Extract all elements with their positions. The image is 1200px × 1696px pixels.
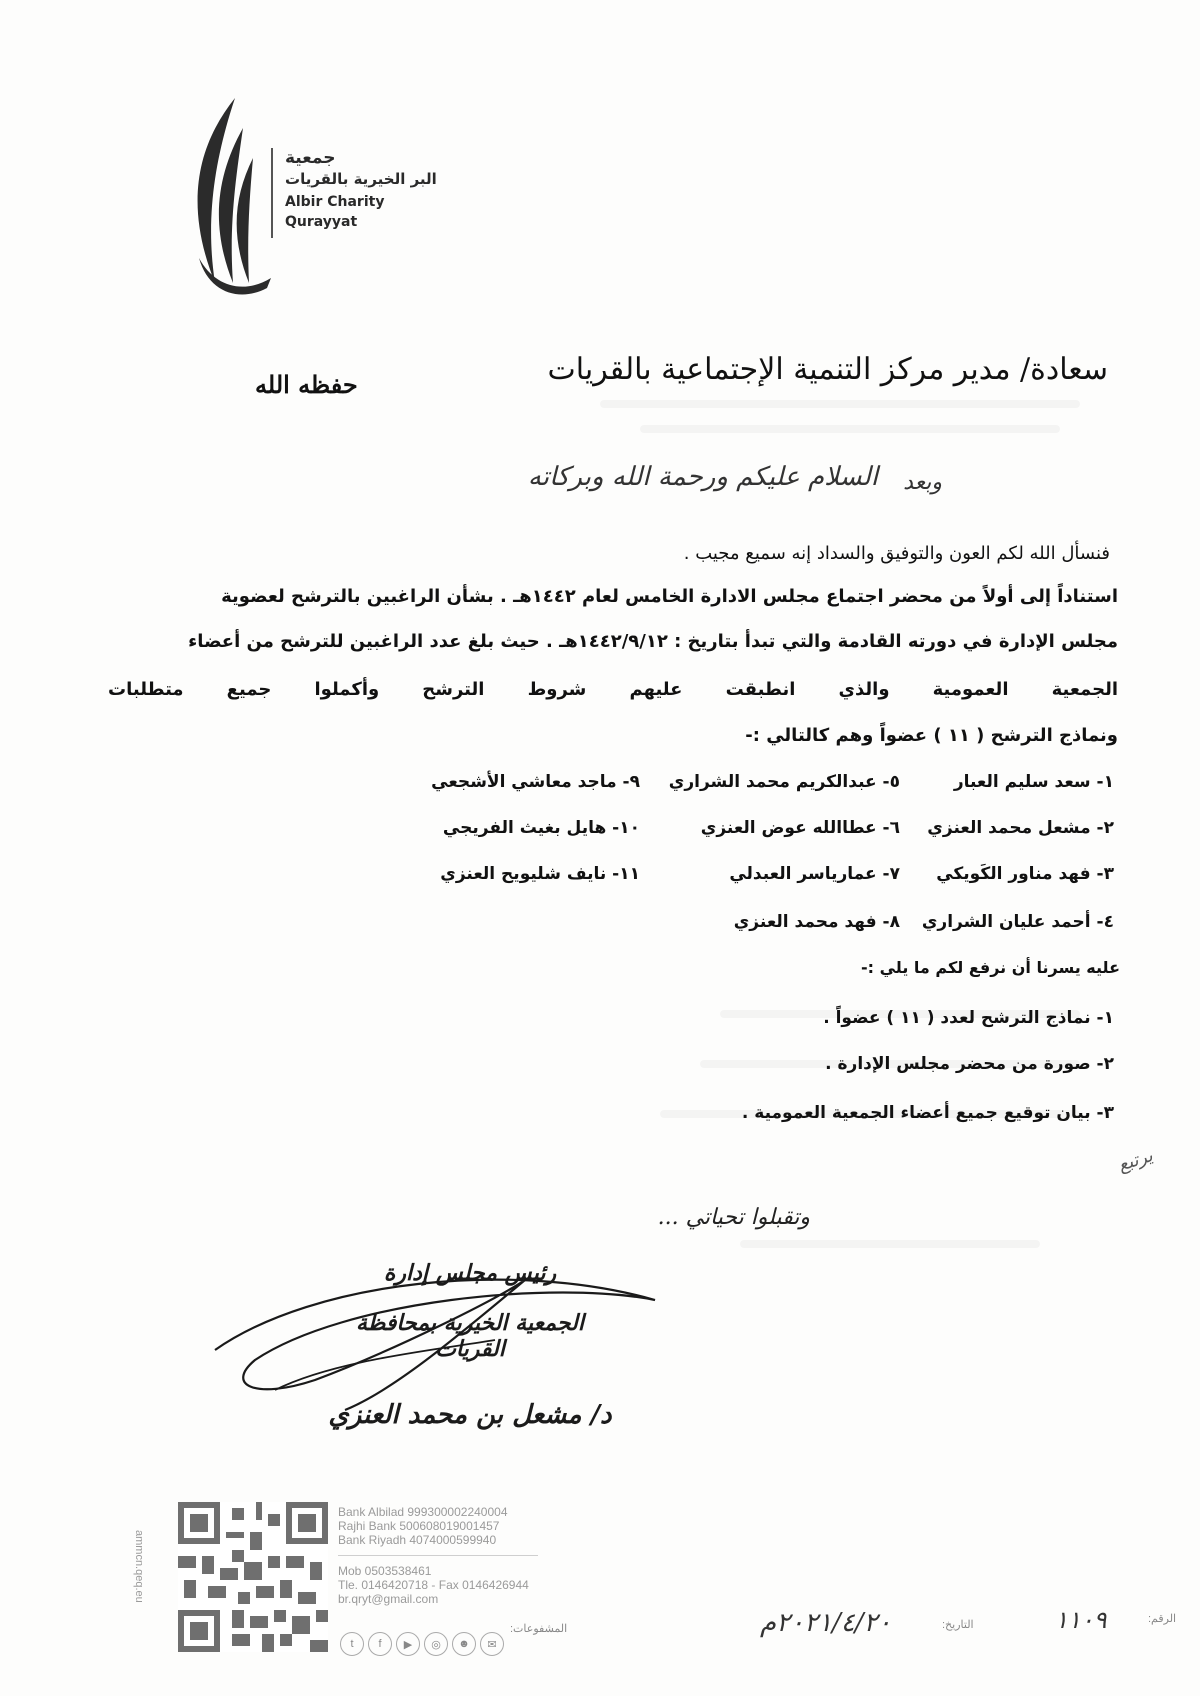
logo-name-ar-1: جمعية: [285, 148, 336, 168]
twitter-icon: t: [340, 1632, 364, 1656]
member-item: ٦- عطاالله عوض العنزي: [700, 818, 900, 838]
member-item: ١٠- هايل بغيث الفريجي: [442, 818, 640, 838]
social-icons: [340, 1632, 504, 1656]
charity-logo-text: [285, 148, 437, 232]
letter-addressee: سعادة/ مدير مركز التنمية الإجتماعية بالقريات: [547, 352, 1108, 387]
member-item: ٨- فهد محمد العنزي: [733, 912, 900, 932]
signature-title-1: رئيس مجلس إدارة: [383, 1260, 557, 1286]
paragraph-line: الجمعية العمومية والذي انطبقت عليهم شروط الترشح وأكملوا جميع متطلبات: [108, 679, 1118, 700]
instagram-icon: ◎: [424, 1632, 448, 1656]
bleed-through-line: [600, 400, 1080, 408]
paragraph-line: مجلس الإدارة في دورته القادمة والتي تبدأ بتاريخ : ١٤٤٢/٩/١٢هـ . حيث بلغ عدد الراغبين للترشح من أعضاء: [188, 631, 1118, 652]
contact-mobile: Mob 0503538461: [338, 1564, 432, 1578]
signature-name: د/ مشعل بن محمد العنزي: [328, 1400, 612, 1430]
handwritten-signature-icon: [195, 1240, 665, 1420]
youtube-icon: ▶: [396, 1632, 420, 1656]
logo-name-en-2: Qurayyat: [285, 214, 358, 230]
letter-closing: وتقبلوا تحياتي ...: [657, 1205, 810, 1230]
paragraph-line: استناداً إلى أولاً من محضر اجتماع مجلس الادارة الخامس لعام ١٤٤٢هـ . بشأن الراغبين بالترشح لعضوية: [221, 586, 1118, 607]
side-code: ammcn.qeq.eu: [133, 1530, 145, 1603]
logo-name-ar-2: البر الخيرية بالقريات: [285, 170, 437, 188]
email-icon: ✉: [480, 1632, 504, 1656]
member-item: ٧- عمارياسر العبدلي: [729, 864, 900, 884]
number-value: ١١٠٩: [1055, 1606, 1107, 1634]
bank-rajhi: Rajhi Bank 500608019001457: [338, 1519, 500, 1533]
letter-greeting-end: وبعد: [903, 470, 942, 495]
paragraph-line: ونماذج الترشح ( ١١ ) عضواً وهم كالتالي :-: [745, 725, 1118, 746]
qr-code-icon: [178, 1502, 328, 1652]
snapchat-icon: ☻: [452, 1632, 476, 1656]
member-item: ٩- ماجد معاشي الأشجعي: [431, 772, 640, 792]
attachments-label: المشفوعات:: [510, 1623, 568, 1635]
member-item: ٥- عبدالكريم محمد الشراري: [668, 772, 900, 792]
date-value: ٢٠٢١/٤/٢٠م: [760, 1608, 892, 1638]
paragraph-line: فنسأل الله لكم العون والتوفيق والسداد إنه سميع مجيب .: [683, 543, 1110, 564]
signature-title-2: الجمعية الخيرية بمحافظة القريات: [356, 1310, 584, 1362]
member-item: ٣- فهد مناور الكَويكي: [936, 864, 1114, 884]
member-item: ٤- أحمد عليان الشراري: [921, 912, 1114, 932]
attachments-intro: عليه يسرنا أن نرفع لكم ما يلي :-: [861, 958, 1120, 977]
bleed-through-line: [640, 425, 1060, 433]
number-label: الرقم:: [1148, 1613, 1177, 1625]
member-item: ٢- مشعل محمد العنزي: [927, 818, 1114, 838]
margin-note: يرتبع: [1115, 1145, 1156, 1176]
attachment-item: ٣- بيان توقيع جميع أعضاء الجمعية العمومية .: [741, 1103, 1114, 1123]
bank-albilad: Bank Albilad 999300002240004: [338, 1505, 508, 1519]
member-item: ١- سعد سليم العبار: [953, 772, 1114, 792]
contact-divider: [338, 1555, 538, 1556]
facebook-icon: f: [368, 1632, 392, 1656]
bleed-through-line: [740, 1240, 1040, 1248]
letter-greeting: السلام عليكم ورحمة الله وبركاته: [527, 462, 878, 492]
contact-email: br.qryt@gmail.com: [338, 1592, 439, 1606]
logo-name-en-1: Albir Charity: [285, 194, 385, 210]
contact-info: [338, 1505, 538, 1606]
date-label: التاريخ:: [942, 1619, 974, 1631]
attachment-item: ١- نماذج الترشح لعدد ( ١١ ) عضواً .: [823, 1008, 1114, 1028]
attachment-item: ٢- صورة من محضر مجلس الإدارة .: [825, 1054, 1114, 1074]
member-item: ١١- نايف شليويح العنزي: [440, 864, 640, 884]
contact-phone-fax: Tle. 0146420718 - Fax 0146426944: [338, 1578, 529, 1592]
bank-riyadh: Bank Riyadh 4074000599940: [338, 1533, 497, 1547]
letter-honorific: حفظه الله: [255, 370, 358, 399]
